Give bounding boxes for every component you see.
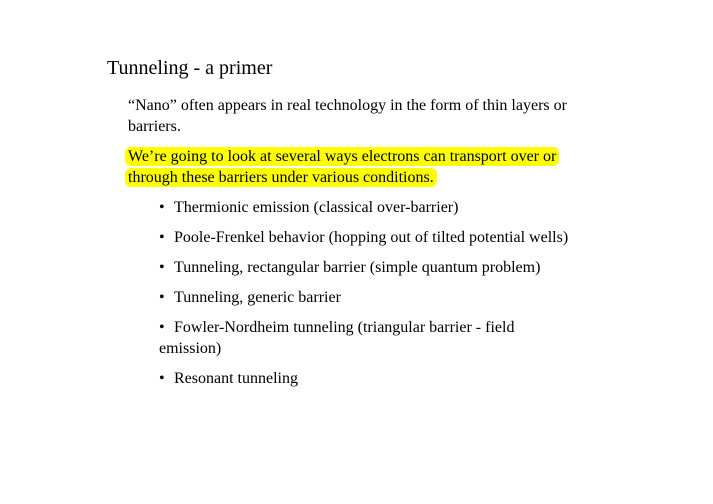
bullet-text: Fowler-Nordheim tunneling (triangular barrier - field emission) [159, 319, 515, 357]
bullet-dot-icon: • [159, 199, 165, 216]
bullet-item [159, 227, 579, 248]
bullet-item [159, 317, 579, 359]
bullet-text: Resonant tunneling [174, 370, 298, 387]
bullet-dot-icon: • [159, 370, 165, 387]
bullet-item [159, 287, 579, 308]
bullet-item [159, 257, 579, 278]
bullet-item [159, 197, 579, 218]
bullet-text: Tunneling, generic barrier [174, 289, 341, 306]
bullet-dot-icon: • [159, 289, 165, 306]
bullet-item [159, 368, 579, 389]
bullet-dot-icon: • [159, 319, 165, 336]
bullet-dot-icon: • [159, 229, 165, 246]
highlighted-paragraph: We’re going to look at several ways electrons can transport over or through these barriers under various conditions. [125, 147, 559, 187]
slide-title: Tunneling - a primer [107, 57, 273, 79]
bullet-list [159, 197, 579, 398]
bullet-text: Thermionic emission (classical over-barrier) [174, 199, 459, 216]
bullet-text: Tunneling, rectangular barrier (simple quantum problem) [174, 259, 541, 276]
bullet-text: Poole-Frenkel behavior (hopping out of tilted potential wells) [174, 229, 569, 246]
bullet-dot-icon: • [159, 259, 165, 276]
highlighted-paragraph-container [128, 146, 598, 188]
intro-paragraph: “Nano” often appears in real technology in the form of thin layers or barriers. [128, 97, 567, 135]
